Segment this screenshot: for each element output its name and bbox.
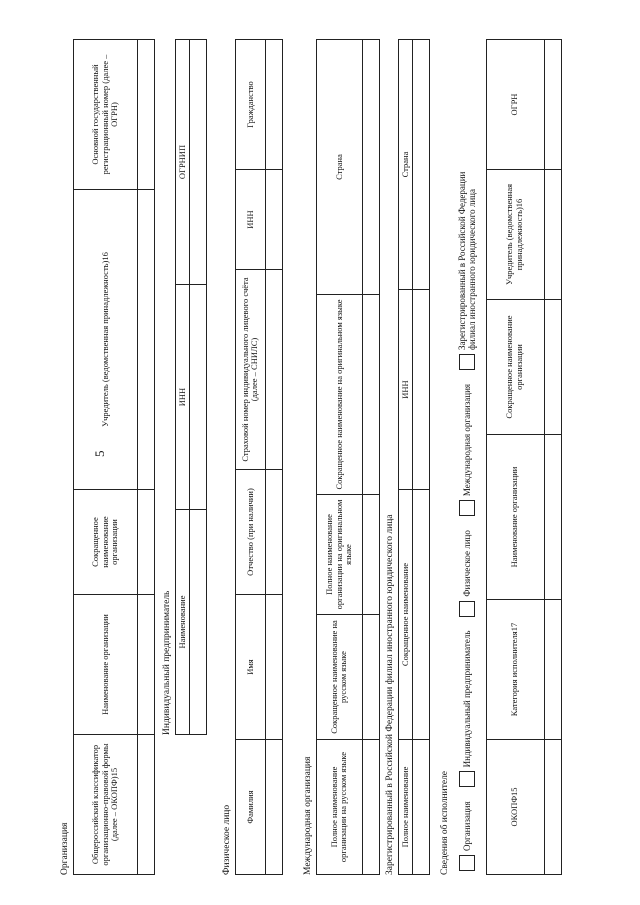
person-section (222, 39, 283, 875)
col-citizenship: Гражданство (235, 40, 265, 170)
organization-table (73, 39, 155, 875)
cell[interactable] (189, 285, 206, 510)
col-exec-org-name: Наименование организации (486, 435, 544, 600)
option-person[interactable]: Физическое лицо (459, 530, 475, 620)
executor-table (486, 39, 562, 875)
col-full-name-orig: Полное наименование организации на оригинальном языке (316, 495, 362, 615)
col-short-name-ru: Сокращенное наименование на русском языке (316, 615, 362, 740)
intl-org-table (316, 39, 380, 875)
ip-title: Индивидуальный предприниматель (162, 590, 172, 735)
col-exec-category: Категория исполнителя17 (486, 600, 544, 740)
option-ip[interactable]: Индивидуальный предприниматель (459, 631, 475, 792)
page-number: 5 (92, 450, 107, 457)
checkbox-person[interactable] (459, 601, 475, 617)
organization-title: Организация (60, 822, 70, 875)
col-country: Страна (316, 40, 362, 295)
col-ogrn: Основной государственный регистрационный номер (далее – ОГРН) (73, 40, 137, 190)
col-full-name: Полное наименование (398, 740, 412, 875)
cell[interactable] (362, 740, 379, 875)
option-organization[interactable]: Организация (459, 801, 475, 875)
col-patronymic: Отчество (при наличии) (235, 470, 265, 595)
col-ip-name: Наименование (175, 510, 189, 735)
person-table (235, 39, 283, 875)
cell[interactable] (544, 40, 561, 170)
col-exec-ogrn: ОГРН (486, 40, 544, 170)
cell[interactable] (265, 40, 282, 170)
cell[interactable] (137, 40, 154, 190)
intl-org-title: Международная организация (303, 756, 313, 875)
branch-section (385, 39, 430, 875)
col-short-name-orig: Сокращенное наименование на оригинальном языке (316, 295, 362, 495)
cell[interactable] (362, 295, 379, 495)
col-okopf: Общероссийский классификатор организационно-правовой формы (далее – ОКОПФ)15 (73, 735, 137, 875)
cell[interactable] (412, 40, 429, 290)
executor-title: Сведения об исполнителе (440, 770, 450, 875)
cell[interactable] (265, 270, 282, 470)
cell[interactable] (362, 615, 379, 740)
col-branch-country: Страна (398, 40, 412, 290)
ip-table (175, 39, 207, 735)
cell[interactable] (544, 435, 561, 600)
intl-org-section (303, 39, 380, 875)
cell[interactable] (137, 190, 154, 490)
col-exec-founder: Учредитель (ведомственная принадлежность)16 (486, 170, 544, 300)
cell[interactable] (137, 735, 154, 875)
col-full-name-ru: Полное наименование организации на русском языке (316, 740, 362, 875)
cell[interactable] (362, 495, 379, 615)
cell[interactable] (412, 490, 429, 740)
option-intl-org[interactable]: Международная организация (459, 384, 475, 520)
col-person-inn: ИНН (235, 170, 265, 270)
cell[interactable] (412, 740, 429, 875)
cell[interactable] (362, 40, 379, 295)
cell[interactable] (189, 40, 206, 285)
cell[interactable] (412, 290, 429, 490)
col-first-name: Имя (235, 595, 265, 740)
checkbox-branch[interactable] (459, 354, 475, 370)
branch-title: Зарегистрированный в Российской Федерации филиал иностранного юридического лица (385, 514, 395, 875)
col-ip-ogrnip: ОГРНИП (175, 40, 189, 285)
branch-table (398, 39, 430, 875)
checkbox-ip[interactable] (459, 771, 475, 787)
cell[interactable] (544, 300, 561, 435)
col-ip-inn: ИНН (175, 285, 189, 510)
col-exec-short-name: Сокращенное наименование организации (486, 300, 544, 435)
col-short-name: Сокращенное наименование (398, 490, 412, 740)
checkbox-intl-org[interactable] (459, 500, 475, 516)
col-exec-okopf: ОКОПФ15 (486, 740, 544, 875)
col-org-name: Наименование организации (73, 595, 137, 735)
checkbox-organization[interactable] (459, 855, 475, 871)
col-surname: Фамилия (235, 740, 265, 875)
cell[interactable] (544, 600, 561, 740)
executor-type-options (457, 40, 478, 875)
col-snils: Страховой номер индивидуального лицевого счёта (далее – СНИЛС) (235, 270, 265, 470)
cell[interactable] (265, 470, 282, 595)
col-org-short-name: Сокращенное наименование организации (73, 490, 137, 595)
option-branch[interactable]: Зарегистрированный в Российской Федерации филиал иностранного юридического лица (457, 170, 478, 374)
col-founder: Учредитель (ведомственная принадлежность)16 (73, 190, 137, 490)
cell[interactable] (265, 170, 282, 270)
cell[interactable] (189, 510, 206, 735)
cell[interactable] (544, 740, 561, 875)
cell[interactable] (265, 740, 282, 875)
ip-section (162, 39, 207, 735)
organization-section (60, 39, 155, 875)
cell[interactable] (137, 490, 154, 595)
executor-section (440, 39, 562, 875)
cell[interactable] (137, 595, 154, 735)
cell[interactable] (544, 170, 561, 300)
cell[interactable] (265, 595, 282, 740)
person-title: Физическое лицо (222, 804, 232, 875)
col-branch-inn: ИНН (398, 290, 412, 490)
